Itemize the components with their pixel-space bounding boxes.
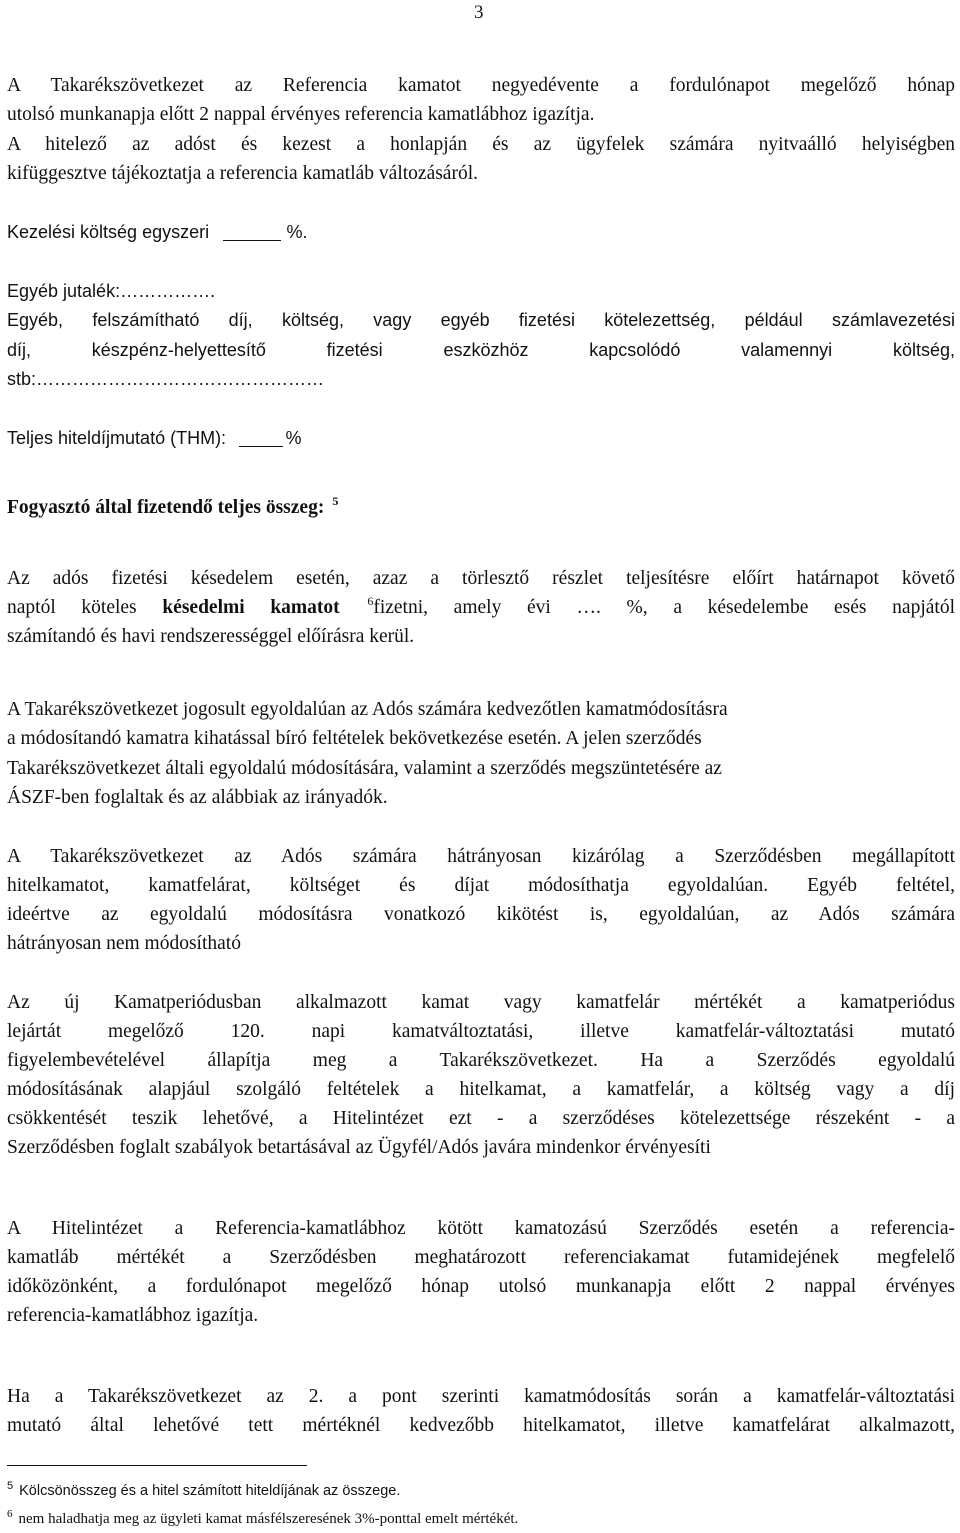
percent-sign: %. bbox=[286, 222, 308, 242]
page-number: 3 bbox=[474, 2, 484, 23]
footnote-marker: 5 bbox=[7, 1480, 14, 1492]
text-line: A Takarékszövetkezet az Adós számára hátrányosan kizárólag a Szerződésben megállapított bbox=[7, 846, 955, 867]
text-line: díj, készpénz-helyettesítő fizetési eszközhöz kapcsolódó valamennyi költség, bbox=[7, 340, 955, 360]
text-line: ideértve az egyoldalú módosításra vonatkozó kikötést is, egyoldalúan, az Adós számára bbox=[7, 904, 955, 925]
text-line: mutató által lehetővé tett mértéknél kedvezőbb hitelkamatot, illetve kamatfelárat alkalmazott, bbox=[7, 1415, 955, 1436]
text-line: Szerződésben foglalt szabályok betartásával az Ügyfél/Adós javára mindenkor érvényesíti bbox=[7, 1137, 711, 1158]
footnote-divider bbox=[7, 1465, 307, 1466]
thm-label: Teljes hiteldíjmutató (THM): bbox=[7, 428, 227, 448]
text-line: kifüggesztve tájékoztatja a referencia kamatláb változásáról. bbox=[7, 163, 478, 184]
text-line: hátrányosan nem módosítható bbox=[7, 933, 241, 954]
text-line: lejártát megelőző 120. napi kamatváltoztatási, illetve kamatfelár-változtatási mutató bbox=[7, 1021, 955, 1042]
other-commission-label: Egyéb jutalék:……………. bbox=[7, 281, 216, 301]
total-amount-label: Fogyasztó által fizetendő teljes összeg: bbox=[7, 497, 325, 518]
text-line: Az új Kamatperiódusban alkalmazott kamat vagy kamatfelár mértékét a kamatperiódus bbox=[7, 992, 955, 1013]
footnote-ref-6: 6 bbox=[367, 594, 374, 608]
text-line: hitelkamatot, kamatfelárat, költséget és díjat módosíthatja egyoldalúan. Egyéb feltétel, bbox=[7, 875, 955, 896]
text-line: stb:………………………………………… bbox=[7, 369, 325, 389]
text-line: a módosítandó kamatra kihatással bíró feltételek bekövetkezése esetén. A jelen szerződés bbox=[7, 728, 702, 749]
blank-field bbox=[239, 428, 283, 447]
text-line bbox=[7, 279, 955, 303]
text-line: kamatláb mértékét a Szerződésben meghatározott referenciakamat futamidejének megfelelő bbox=[7, 1247, 955, 1268]
text-line: Egyéb, felszámítható díj, költség, vagy egyéb fizetési kötelezettség, például számlavezetési bbox=[7, 310, 955, 330]
footnote-ref-5: 5 bbox=[332, 494, 339, 508]
thm-line bbox=[7, 426, 955, 450]
footnote-marker: 6 bbox=[7, 1508, 13, 1520]
text-line: A hitelező az adóst és kezest a honlapján és az ügyfelek számára nyitvaálló helyiségben bbox=[7, 134, 955, 155]
handling-fee-line bbox=[7, 220, 955, 244]
text-line: ÁSZF-ben foglaltak és az alábbiak az irányadók. bbox=[7, 787, 388, 808]
text-line: A Takarékszövetkezet az Referencia kamatot negyedévente a fordulónapot megelőző hónap bbox=[7, 75, 955, 96]
text-line: A Takarékszövetkezet jogosult egyoldalúan az Adós számára kedvezőtlen kamatmódosításra bbox=[7, 699, 728, 720]
text-line: időközönként, a fordulónapot megelőző hónap utolsó munkanapja előtt 2 nappal érvényes bbox=[7, 1276, 955, 1297]
footnote-text: nem haladhatja meg az ügyleti kamat másfélszeresének 3%-ponttal emelt mértékét. bbox=[18, 1511, 519, 1527]
footnote-text: Kölcsönösszeg és a hitel számított hiteldíjának az összege. bbox=[19, 1483, 401, 1499]
text-line: A Hitelintézet a Referencia-kamatlábhoz kötött kamatozású Szerződés esetén a referencia- bbox=[7, 1218, 955, 1239]
text-line: referencia-kamatlábhoz igazítja. bbox=[7, 1305, 259, 1326]
late-interest-term: késedelmi kamatot bbox=[162, 597, 340, 618]
handling-fee-label: Kezelési költség egyszeri bbox=[7, 222, 210, 242]
footnote-5 bbox=[7, 1482, 400, 1501]
blank-field bbox=[223, 222, 281, 241]
footnote-6 bbox=[7, 1510, 518, 1529]
text-line: figyelembevételével állapítja meg a Takarékszövetkezet. Ha a Szerződés egyoldalú bbox=[7, 1050, 955, 1071]
text-line: Takarékszövetkezet általi egyoldalú módosítására, valamint a szerződés megszüntetésére az bbox=[7, 758, 722, 779]
text-line: Az adós fizetési késedelem esetén, azaz a törlesztő részlet teljesítésre előírt határnapot követő bbox=[7, 568, 955, 589]
text-line: utolsó munkanapja előtt 2 nappal érvényes referencia kamatlábhoz igazítja. bbox=[7, 104, 595, 125]
text-line: számítandó és havi rendszerességgel előírásra kerül. bbox=[7, 626, 415, 647]
text-line: módosításának alapjául szolgáló feltételek a hitelkamat, a kamatfelár, a költség vagy a díj bbox=[7, 1079, 955, 1100]
text-line: csökkentését teszik lehetővé, a Hitelintézet ezt - a szerződéses kötelezettsége részeként - a bbox=[7, 1108, 955, 1129]
text-line: Ha a Takarékszövetkezet az 2. a pont szerinti kamatmódosítás során a kamatfelár-változtatási bbox=[7, 1386, 955, 1407]
late-interest-line: naptól köteles késedelmi kamatot $^6$fizetni, amely évi …. %, a késedelembe esés napjától bbox=[7, 594, 955, 618]
percent-sign: % bbox=[285, 428, 302, 448]
total-amount-line bbox=[7, 496, 955, 521]
